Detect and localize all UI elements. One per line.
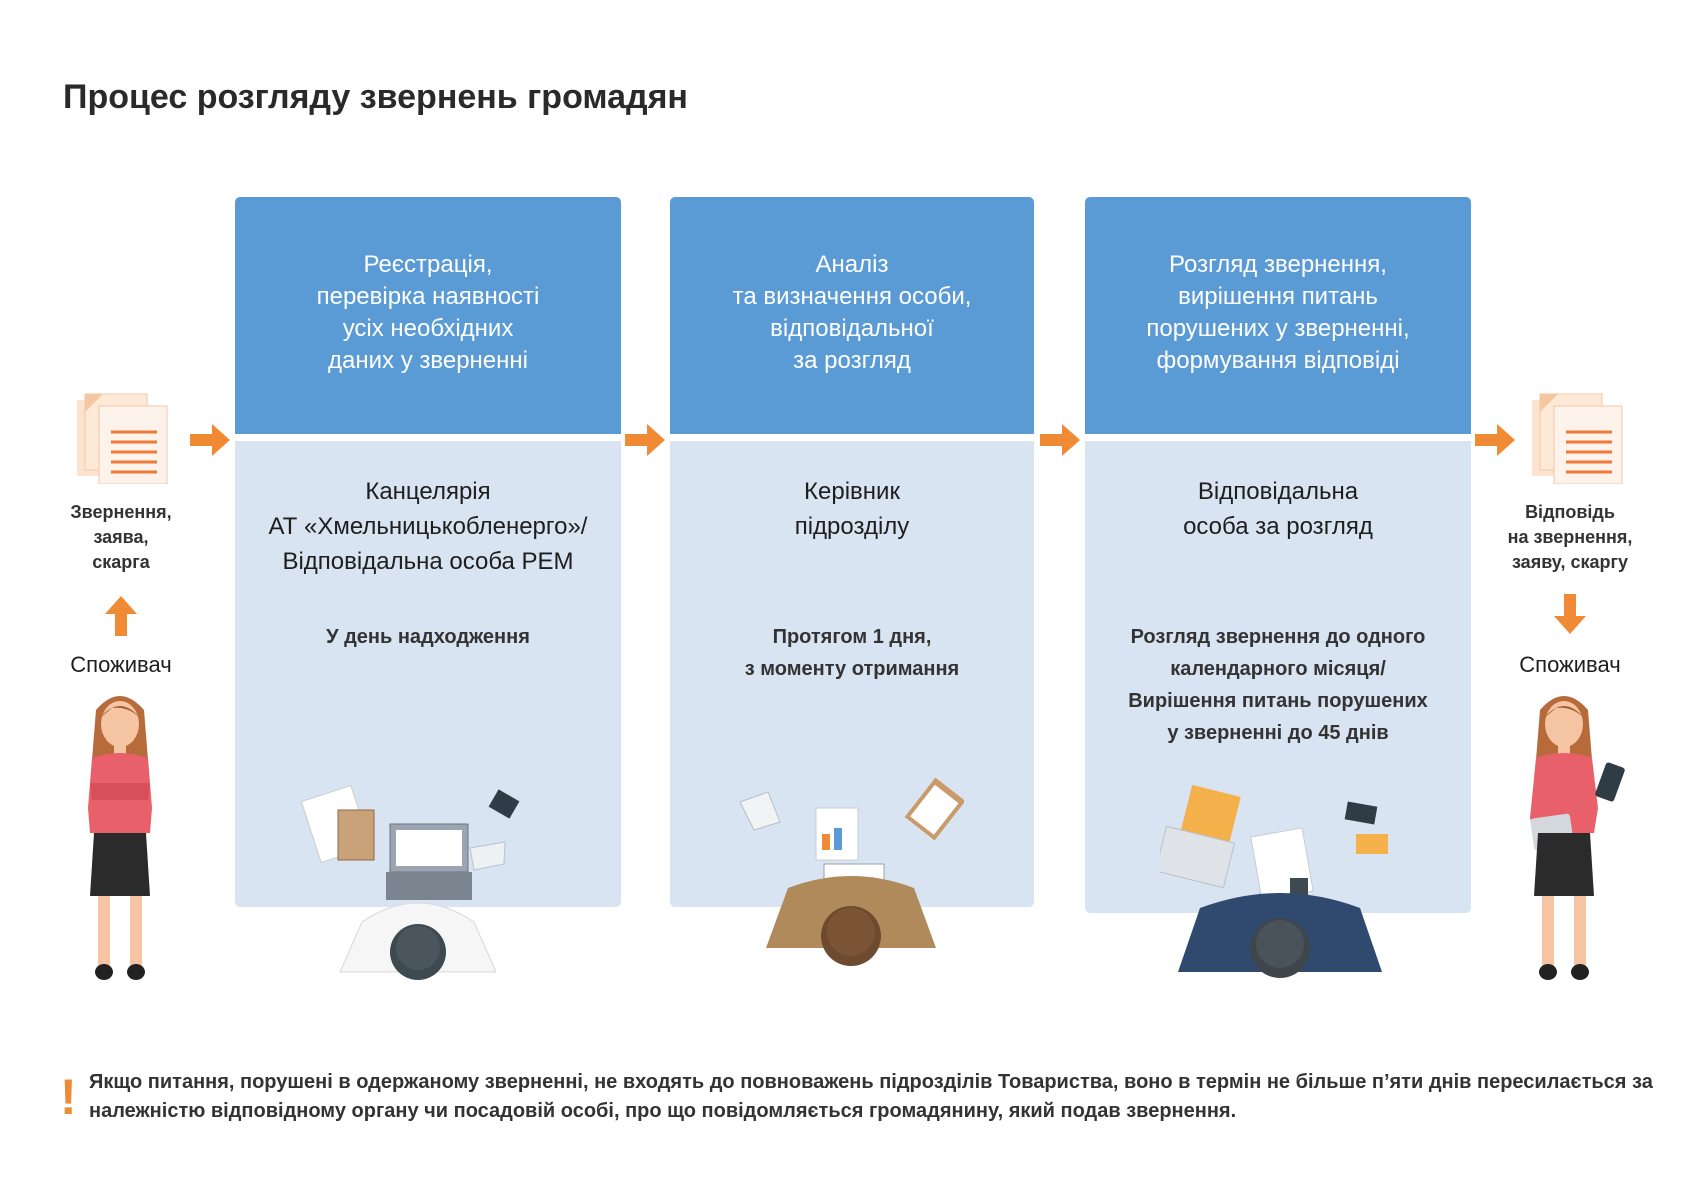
specialist-desk-illustration — [1160, 782, 1400, 988]
arrow-right-icon — [190, 424, 230, 456]
step-3-action: Розгляд звернення, вирішення питань порушених у зверненні, формування відповіді — [1085, 197, 1471, 434]
step-3-deadline: Розгляд звернення до одного календарного місяця/ Вирішення питань порушених у зверненні до 45 днів — [1128, 626, 1428, 744]
warning-mark-icon: ! — [60, 1069, 77, 1125]
response-document-label: Відповідь на звернення, заяву, скаргу — [1507, 502, 1633, 572]
document-icon — [75, 392, 169, 484]
step-2-action: Аналіз та визначення особи, відповідальної за розгляд — [670, 197, 1034, 434]
response-document-icon — [1530, 392, 1624, 484]
step-3-responsible: Відповідальна особа за розгляд — [1183, 478, 1373, 540]
step-1-deadline: У день надходження — [326, 626, 530, 648]
consumer-woman-illustration — [78, 688, 163, 984]
consumer-woman-tablet-illustration — [1522, 688, 1632, 984]
page-title: Процес розгляду звернень громадян — [63, 78, 688, 116]
step-1-action: Реєстрація, перевірка наявності усіх необхідних даних у зверненні — [235, 197, 621, 434]
manager-documents-illustration — [738, 778, 964, 984]
consumer-label-right: Споживач — [1519, 652, 1621, 677]
footnote: Якщо питання, порушені в одержаному зверненні, не входять до повноважень підрозділів Товариства, воно в термін не більше п’яти днів пересилається за належністю відповідному органу чи посадовій особі, про що повідомляється громадянину, який подав звернення. — [89, 1071, 1653, 1122]
arrow-right-icon — [625, 424, 665, 456]
arrow-right-icon — [1475, 424, 1515, 456]
arrow-down-icon — [1554, 594, 1586, 634]
incoming-document-label: Звернення, заява, скарга — [70, 502, 172, 572]
arrow-right-icon — [1040, 424, 1080, 456]
consumer-label-left: Споживач — [70, 652, 172, 677]
office-worker-laptop-illustration — [300, 772, 536, 994]
step-2-deadline: Протягом 1 дня, з моменту отримання — [744, 626, 960, 680]
step-2-responsible: Керівник підрозділу — [794, 478, 910, 540]
step-1-responsible: Канцелярія АТ «Хмельницькобленерго»/ Відповідальна особа РЕМ — [268, 478, 588, 575]
arrow-up-icon — [105, 596, 137, 636]
